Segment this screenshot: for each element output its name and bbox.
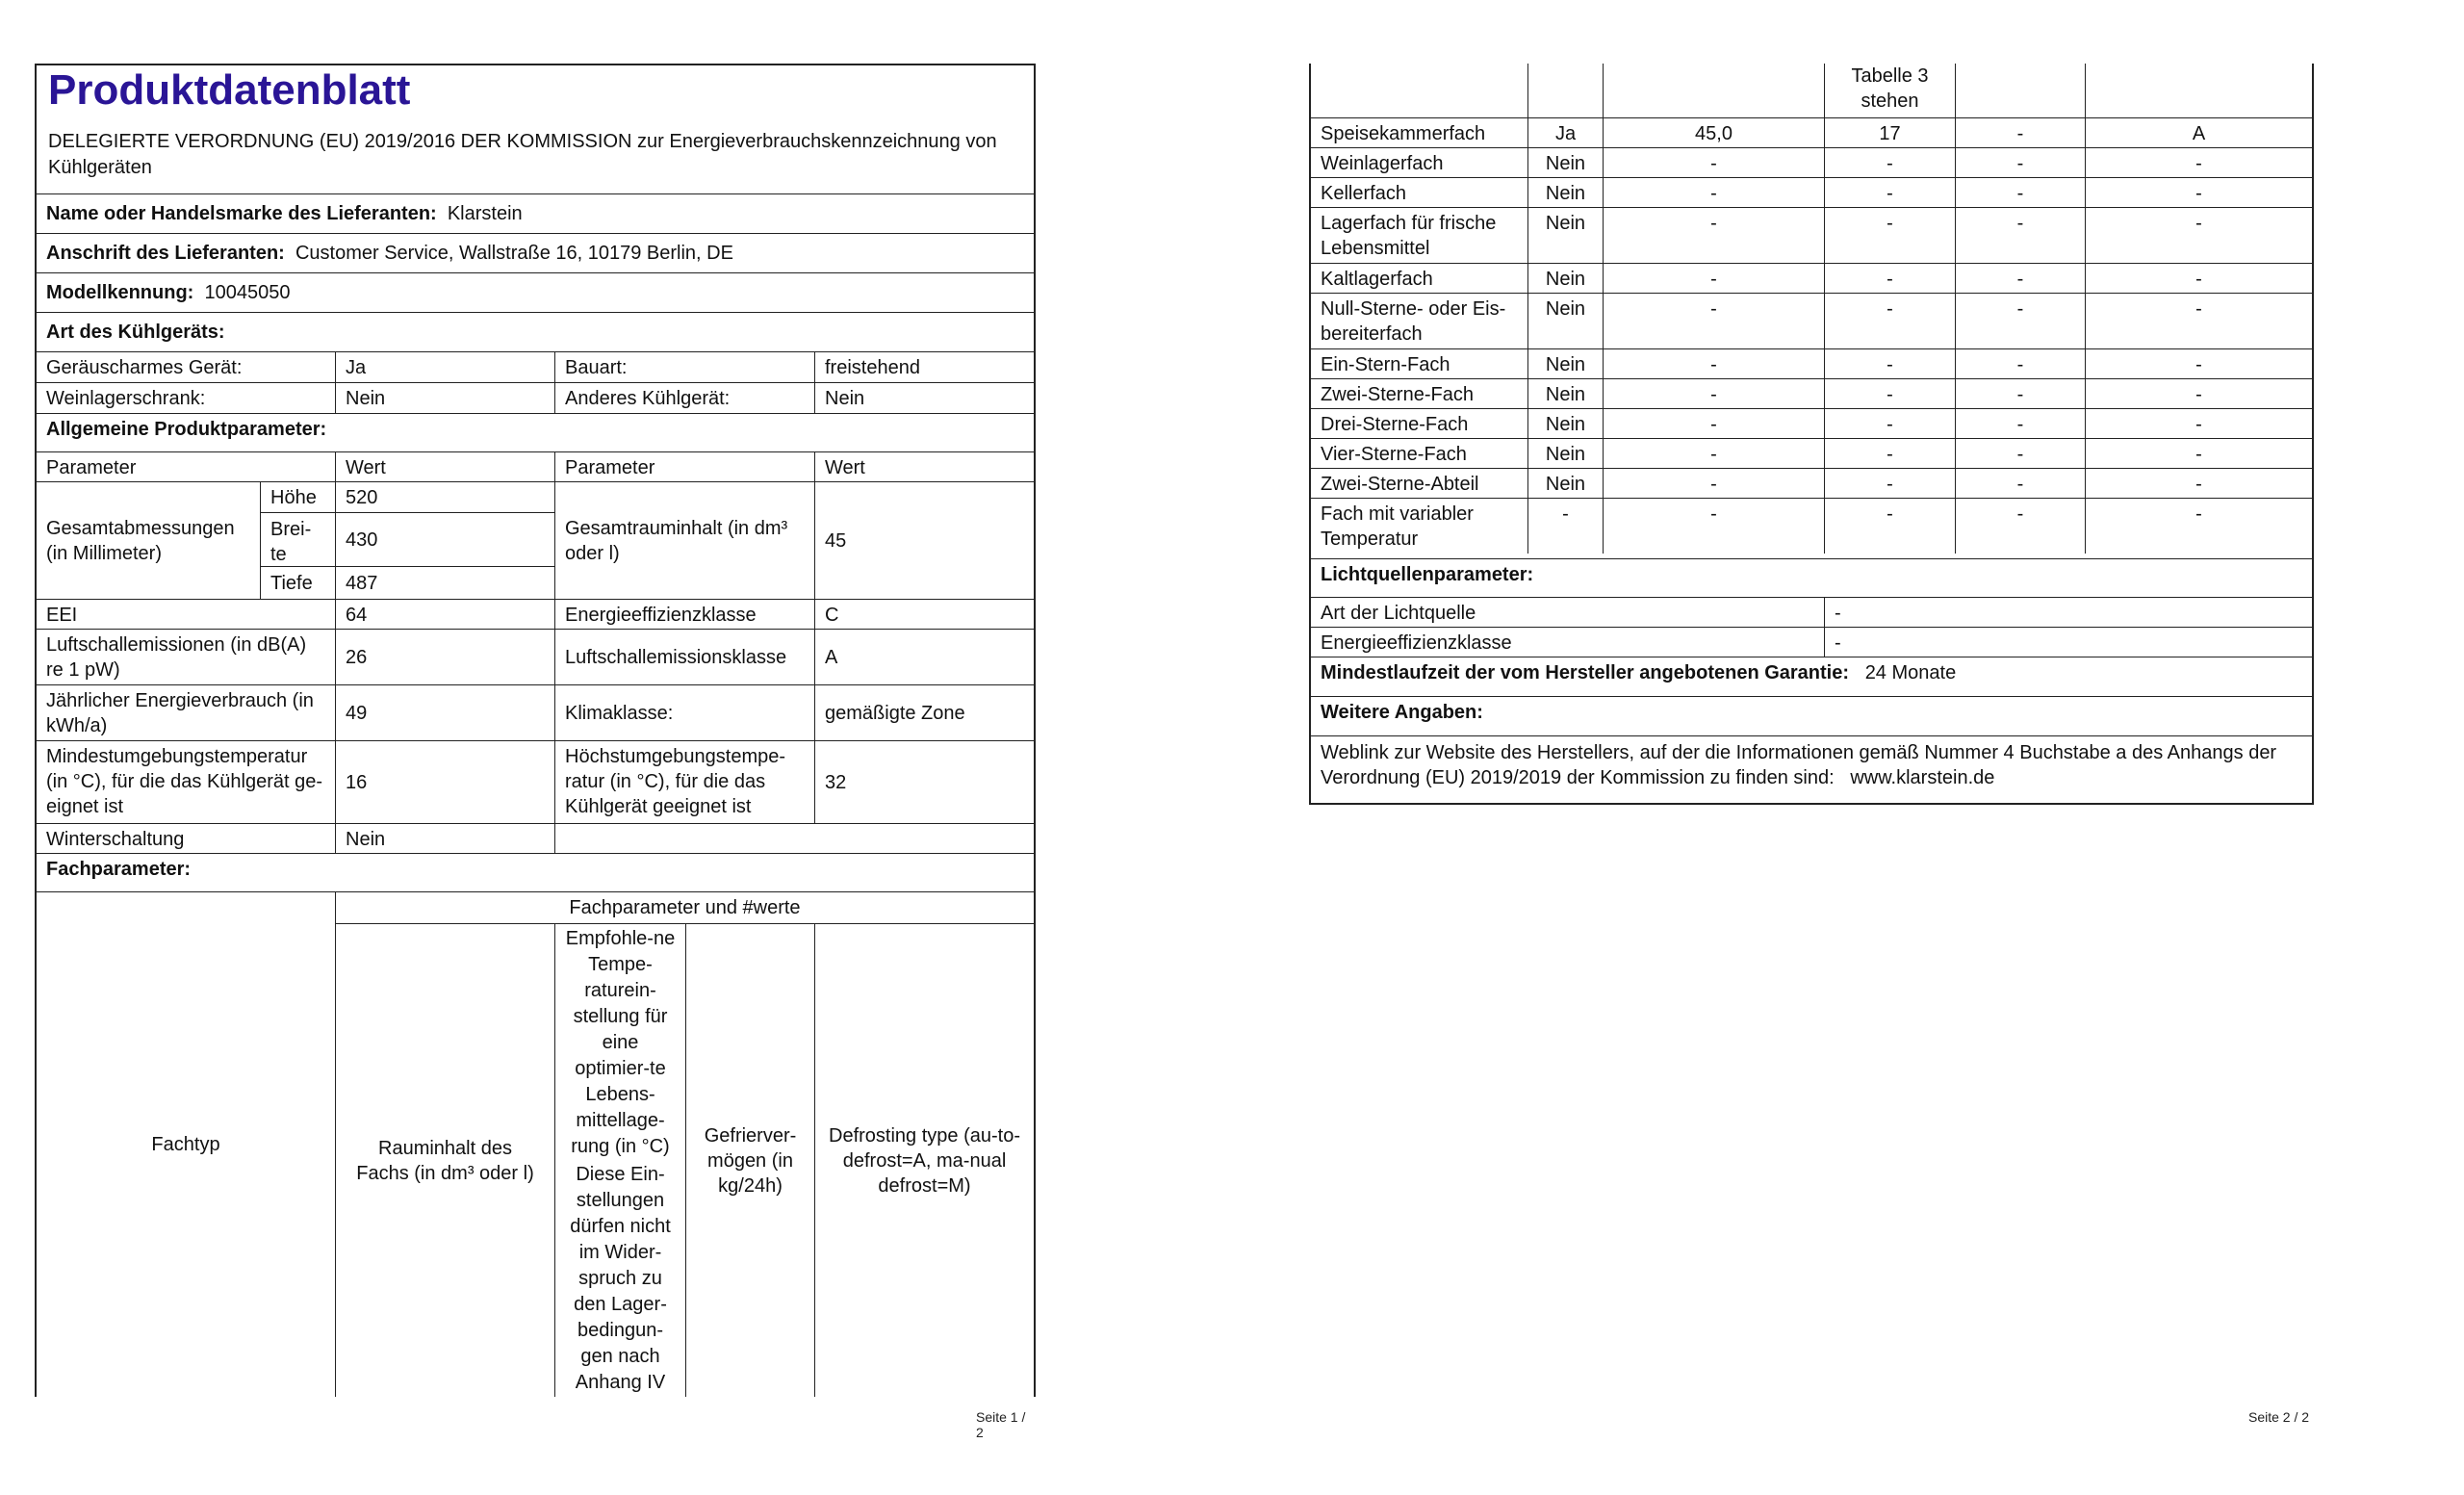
fach-name-cell: Weinlagerfach: [1321, 153, 1444, 174]
fach-gef-cell: -: [1955, 499, 2085, 554]
fach-row: [1311, 468, 2312, 498]
cont-empty: [2085, 64, 2312, 117]
model-row: [37, 272, 1034, 312]
type-row: [37, 382, 1034, 413]
fach-gef-cell: -: [1955, 178, 2085, 207]
fach-def-cell: -: [2085, 469, 2312, 498]
dimensions-label: Gesamtabmessungen (in Millimeter): [46, 517, 235, 564]
light-heading-row: [1311, 558, 2312, 597]
type-value: Ja: [335, 352, 554, 382]
param-row: [37, 629, 1034, 684]
fach-def-cell: -: [2085, 439, 2312, 468]
fach-vol-cell: -: [1603, 294, 1824, 348]
fach-row: [1311, 207, 2312, 263]
param-header: Parameter: [46, 457, 137, 478]
param-value: 64: [335, 600, 554, 629]
light-label: Energieeffizienzklasse: [1321, 632, 1512, 654]
model-label: Modellkennung:: [46, 282, 194, 303]
type-label: Geräuscharmes Gerät:: [46, 357, 243, 378]
fach-def-cell: -: [2085, 294, 2312, 348]
address-label: Anschrift des Lieferanten:: [46, 243, 285, 264]
fach-yn-cell: -: [1527, 499, 1603, 554]
fach-gef-cell: -: [1955, 439, 2085, 468]
title-block: [37, 64, 1034, 193]
light-heading: Lichtquellenparameter:: [1321, 564, 1534, 585]
fach-def-cell: -: [2085, 379, 2312, 408]
volume-value: 45: [814, 482, 1034, 599]
warranty-value: 24 Monate: [1864, 662, 1957, 683]
dimension-values: [335, 482, 554, 599]
fach-temp-cell: -: [1824, 379, 1955, 408]
breite-label: Brei-te: [261, 512, 335, 567]
fach-temp-cell: -: [1824, 409, 1955, 438]
fach-def-cell: -: [2085, 349, 2312, 378]
param-value: C: [814, 600, 1034, 629]
fach-vol-cell: -: [1603, 379, 1824, 408]
param-value: gemäßigte Zone: [814, 685, 1034, 740]
fach-def-cell: A: [2085, 118, 2312, 147]
param-label: Jährlicher Energieverbrauch (in kWh/a): [46, 690, 314, 736]
supplier-row: [37, 193, 1034, 233]
fach-gef-cell: -: [1955, 379, 2085, 408]
fach-def-cell: -: [2085, 409, 2312, 438]
type-label: Weinlagerschrank:: [46, 388, 206, 409]
fach-yn-cell: Nein: [1527, 208, 1603, 263]
light-value: -: [1824, 628, 2312, 657]
rauminhalt-header: Rauminhalt des Fachs (in dm³ oder l): [335, 923, 554, 1397]
cont-empty: [1527, 64, 1603, 117]
fach-name-cell: Ein-Stern-Fach: [1321, 354, 1450, 375]
warranty-label: Mindestlaufzeit der vom Hersteller angebotenen Garantie:: [1321, 662, 1850, 683]
fach-gef-cell: -: [1955, 409, 2085, 438]
fach-vol-cell: -: [1603, 439, 1824, 468]
fach-temp-cell: -: [1824, 178, 1955, 207]
supplier-label: Name oder Handelsmarke des Lieferanten:: [46, 203, 437, 224]
temp-note-text: Diese Ein-stellungen dürfen nicht im Wider-spruch zu den Lager-bedingun-gen nach Anhang IV: [570, 1164, 671, 1393]
light-row: [1311, 597, 2312, 627]
type-value: Nein: [335, 383, 554, 413]
fach-row: [1311, 293, 2312, 348]
fach-yn-cell: Nein: [1527, 469, 1603, 498]
address-value: Customer Service, Wallstraße 16, 10179 Berlin, DE: [295, 243, 733, 264]
hoehe-value: 520: [346, 487, 378, 508]
fach-vol-cell: -: [1603, 178, 1824, 207]
light-row: [1311, 627, 2312, 657]
fach-name-cell: Kaltlagerfach: [1321, 269, 1433, 290]
fach-heading: Fachparameter:: [46, 859, 192, 880]
type-heading: Art des Kühlgeräts:: [46, 322, 225, 343]
fach-row: [1311, 177, 2312, 207]
continued-header-row: [1311, 64, 2312, 117]
fach-def-cell: -: [2085, 208, 2312, 263]
fach-def-cell: -: [2085, 499, 2312, 554]
param-label: Winterschaltung: [46, 829, 185, 850]
param-value: 32: [814, 741, 1034, 823]
param-empty: [554, 824, 1034, 853]
fach-vol-cell: -: [1603, 469, 1824, 498]
fach-heading-row: [37, 853, 1034, 891]
param-row: [37, 684, 1034, 740]
fach-yn-cell: Nein: [1527, 379, 1603, 408]
type-value: Nein: [814, 383, 1034, 413]
param-row: [37, 823, 1034, 853]
temp-header-text: Empfohle-ne Tempe-raturein-stellung für eine optimier-te Lebens-mittellage-rung (in °C): [565, 928, 676, 1157]
fach-def-cell: -: [2085, 264, 2312, 293]
fach-row: [1311, 117, 2312, 147]
fach-gef-cell: -: [1955, 469, 2085, 498]
page-2-frame: [1309, 64, 2314, 805]
param-label: Energieeffizienzklasse: [554, 600, 814, 629]
address-row: [37, 233, 1034, 272]
fach-temp-cell: -: [1824, 469, 1955, 498]
defrost-header: Defrosting type (au-to-defrost=A, ma-nual defrost=M): [814, 923, 1034, 1397]
param-label: Luftschallemissionsklasse: [554, 630, 814, 684]
fach-temp-cell: -: [1824, 499, 1955, 554]
fach-row: [1311, 147, 2312, 177]
light-label: Art der Lichtquelle: [1321, 603, 1476, 624]
fach-row: [1311, 438, 2312, 468]
weblink-text: Weblink zur Website des Herstellers, auf der die Informationen gemäß Nummer 4 Buchstabe a des Anhangs der Verordnung (EU) 2019/2019 der Kommission zu finden sind:: [1321, 742, 2277, 788]
param-row: [37, 599, 1034, 629]
fach-name-cell: Kellerfach: [1321, 183, 1406, 204]
breite-value: 430: [336, 512, 554, 567]
fach-row: [1311, 498, 2312, 554]
volume-label: Gesamtrauminhalt (in dm³ oder l): [554, 482, 814, 599]
general-heading-row: [37, 413, 1034, 451]
cont-empty: [1603, 64, 1824, 117]
param-value: 16: [335, 741, 554, 823]
type-value: freistehend: [814, 352, 1034, 382]
param-header: Parameter: [554, 452, 814, 481]
param-row: [37, 740, 1034, 823]
value-header: Wert: [814, 452, 1034, 481]
fach-yn-cell: Nein: [1527, 409, 1603, 438]
fach-temp-cell: -: [1824, 148, 1955, 177]
model-value: 10045050: [204, 282, 291, 303]
fach-name-cell: Zwei-Sterne-Fach: [1321, 384, 1474, 405]
fach-header: [37, 891, 1034, 1397]
param-header-row: [37, 451, 1034, 481]
value-header: Wert: [335, 452, 554, 481]
fach-row: [1311, 378, 2312, 408]
regulation-text: DELEGIERTE VERORDNUNG (EU) 2019/2016 DER KOMMISSION zur Energieverbrauchskennzeichnung von Kühlgeräten: [48, 131, 997, 178]
fach-name-cell: Fach mit variabler Temperatur: [1321, 503, 1474, 550]
fach-vol-cell: -: [1603, 208, 1824, 263]
fach-row: [1311, 263, 2312, 293]
warranty-row: [1311, 657, 2312, 696]
param-label: Luftschallemissionen (in dB(A) re 1 pW): [46, 634, 307, 681]
fach-yn-cell: Nein: [1527, 439, 1603, 468]
param-value: Nein: [335, 824, 554, 853]
fach-def-cell: -: [2085, 178, 2312, 207]
dimension-sub-labels: [260, 482, 335, 599]
fach-name-cell: Speisekammerfach: [1321, 123, 1486, 144]
page-footer: Seite 1 / 2: [976, 1409, 1026, 1440]
fach-yn-cell: Nein: [1527, 148, 1603, 177]
general-heading: Allgemeine Produktparameter:: [46, 419, 327, 440]
fach-row: [1311, 348, 2312, 378]
fach-temp-cell: -: [1824, 264, 1955, 293]
fach-gef-cell: -: [1955, 294, 2085, 348]
fach-vol-cell: -: [1603, 148, 1824, 177]
fach-name-cell: Null-Sterne- oder Eis-bereiterfach: [1321, 298, 1506, 345]
param-value: 26: [335, 630, 554, 684]
more-heading-row: [1311, 696, 2312, 735]
fach-temp-cell: -: [1824, 349, 1955, 378]
type-row: [37, 351, 1034, 382]
type-label: Anderes Kühlgerät:: [554, 383, 814, 413]
fach-gef-cell: -: [1955, 349, 2085, 378]
more-heading: Weitere Angaben:: [1321, 702, 1483, 723]
temp-header: [554, 923, 685, 1397]
fach-temp-cell: -: [1824, 439, 1955, 468]
fach-yn-cell: Nein: [1527, 349, 1603, 378]
light-value: -: [1824, 598, 2312, 627]
fach-name-cell: Drei-Sterne-Fach: [1321, 414, 1469, 435]
fach-yn-cell: Ja: [1527, 118, 1603, 147]
fach-name-cell: Zwei-Sterne-Abteil: [1321, 474, 1479, 495]
page-footer: Seite 2 / 2: [2248, 1409, 2310, 1425]
fach-gef-cell: -: [1955, 118, 2085, 147]
type-label: Bauart:: [554, 352, 814, 382]
fach-temp-cell: 17: [1824, 118, 1955, 147]
fach-name-cell: Lagerfach für frische Lebensmittel: [1321, 213, 1497, 259]
fach-gef-cell: -: [1955, 264, 2085, 293]
dimensions-row: [37, 481, 1034, 599]
param-label: Mindestumgebungstemperatur (in °C), für die das Kühlgerät ge-eignet ist: [46, 746, 323, 817]
fach-name-cell: Vier-Sterne-Fach: [1321, 444, 1467, 465]
fach-row: [1311, 408, 2312, 438]
datasheet-page-1: [35, 64, 1036, 1440]
cont-header-text: Tabelle 3 stehen: [1824, 64, 1955, 117]
gefrier-header: Gefrierver-mögen (in kg/24h): [685, 923, 814, 1397]
fach-gef-cell: -: [1955, 208, 2085, 263]
fach-temp-cell: -: [1824, 208, 1955, 263]
fach-vol-cell: -: [1603, 349, 1824, 378]
fachtyp-header: Fachtyp: [151, 1134, 220, 1155]
fach-vol-cell: -: [1603, 409, 1824, 438]
fach-temp-cell: -: [1824, 294, 1955, 348]
fach-group-header: Fachparameter und #werte: [335, 892, 1034, 923]
weblink-row: [1311, 735, 2312, 803]
page-1-frame: [35, 64, 1036, 1397]
fach-def-cell: -: [2085, 148, 2312, 177]
fach-vol-cell: -: [1603, 499, 1824, 554]
param-label: Höchstumgebungstempe-ratur (in °C), für die das Kühlgerät geeignet ist: [554, 741, 814, 823]
fach-vol-cell: -: [1603, 264, 1824, 293]
tiefe-label: Tiefe: [270, 573, 313, 594]
tiefe-value: 487: [346, 573, 378, 594]
fach-yn-cell: Nein: [1527, 178, 1603, 207]
cont-empty: [1955, 64, 2085, 117]
weblink-url[interactable]: www.klarstein.de: [1850, 767, 1995, 788]
supplier-value: Klarstein: [447, 203, 523, 224]
param-label: EEI: [46, 605, 78, 626]
param-value: A: [814, 630, 1034, 684]
datasheet-page-2: [1309, 64, 2314, 811]
fach-yn-cell: Nein: [1527, 294, 1603, 348]
fach-vol-cell: 45,0: [1603, 118, 1824, 147]
page-title: Produktdatenblatt: [48, 66, 411, 114]
cont-empty: [1311, 64, 1527, 117]
param-label: Klimaklasse:: [554, 685, 814, 740]
type-heading-row: [37, 312, 1034, 351]
hoehe-label: Höhe: [270, 487, 317, 508]
fach-yn-cell: Nein: [1527, 264, 1603, 293]
param-value: 49: [335, 685, 554, 740]
fach-gef-cell: -: [1955, 148, 2085, 177]
